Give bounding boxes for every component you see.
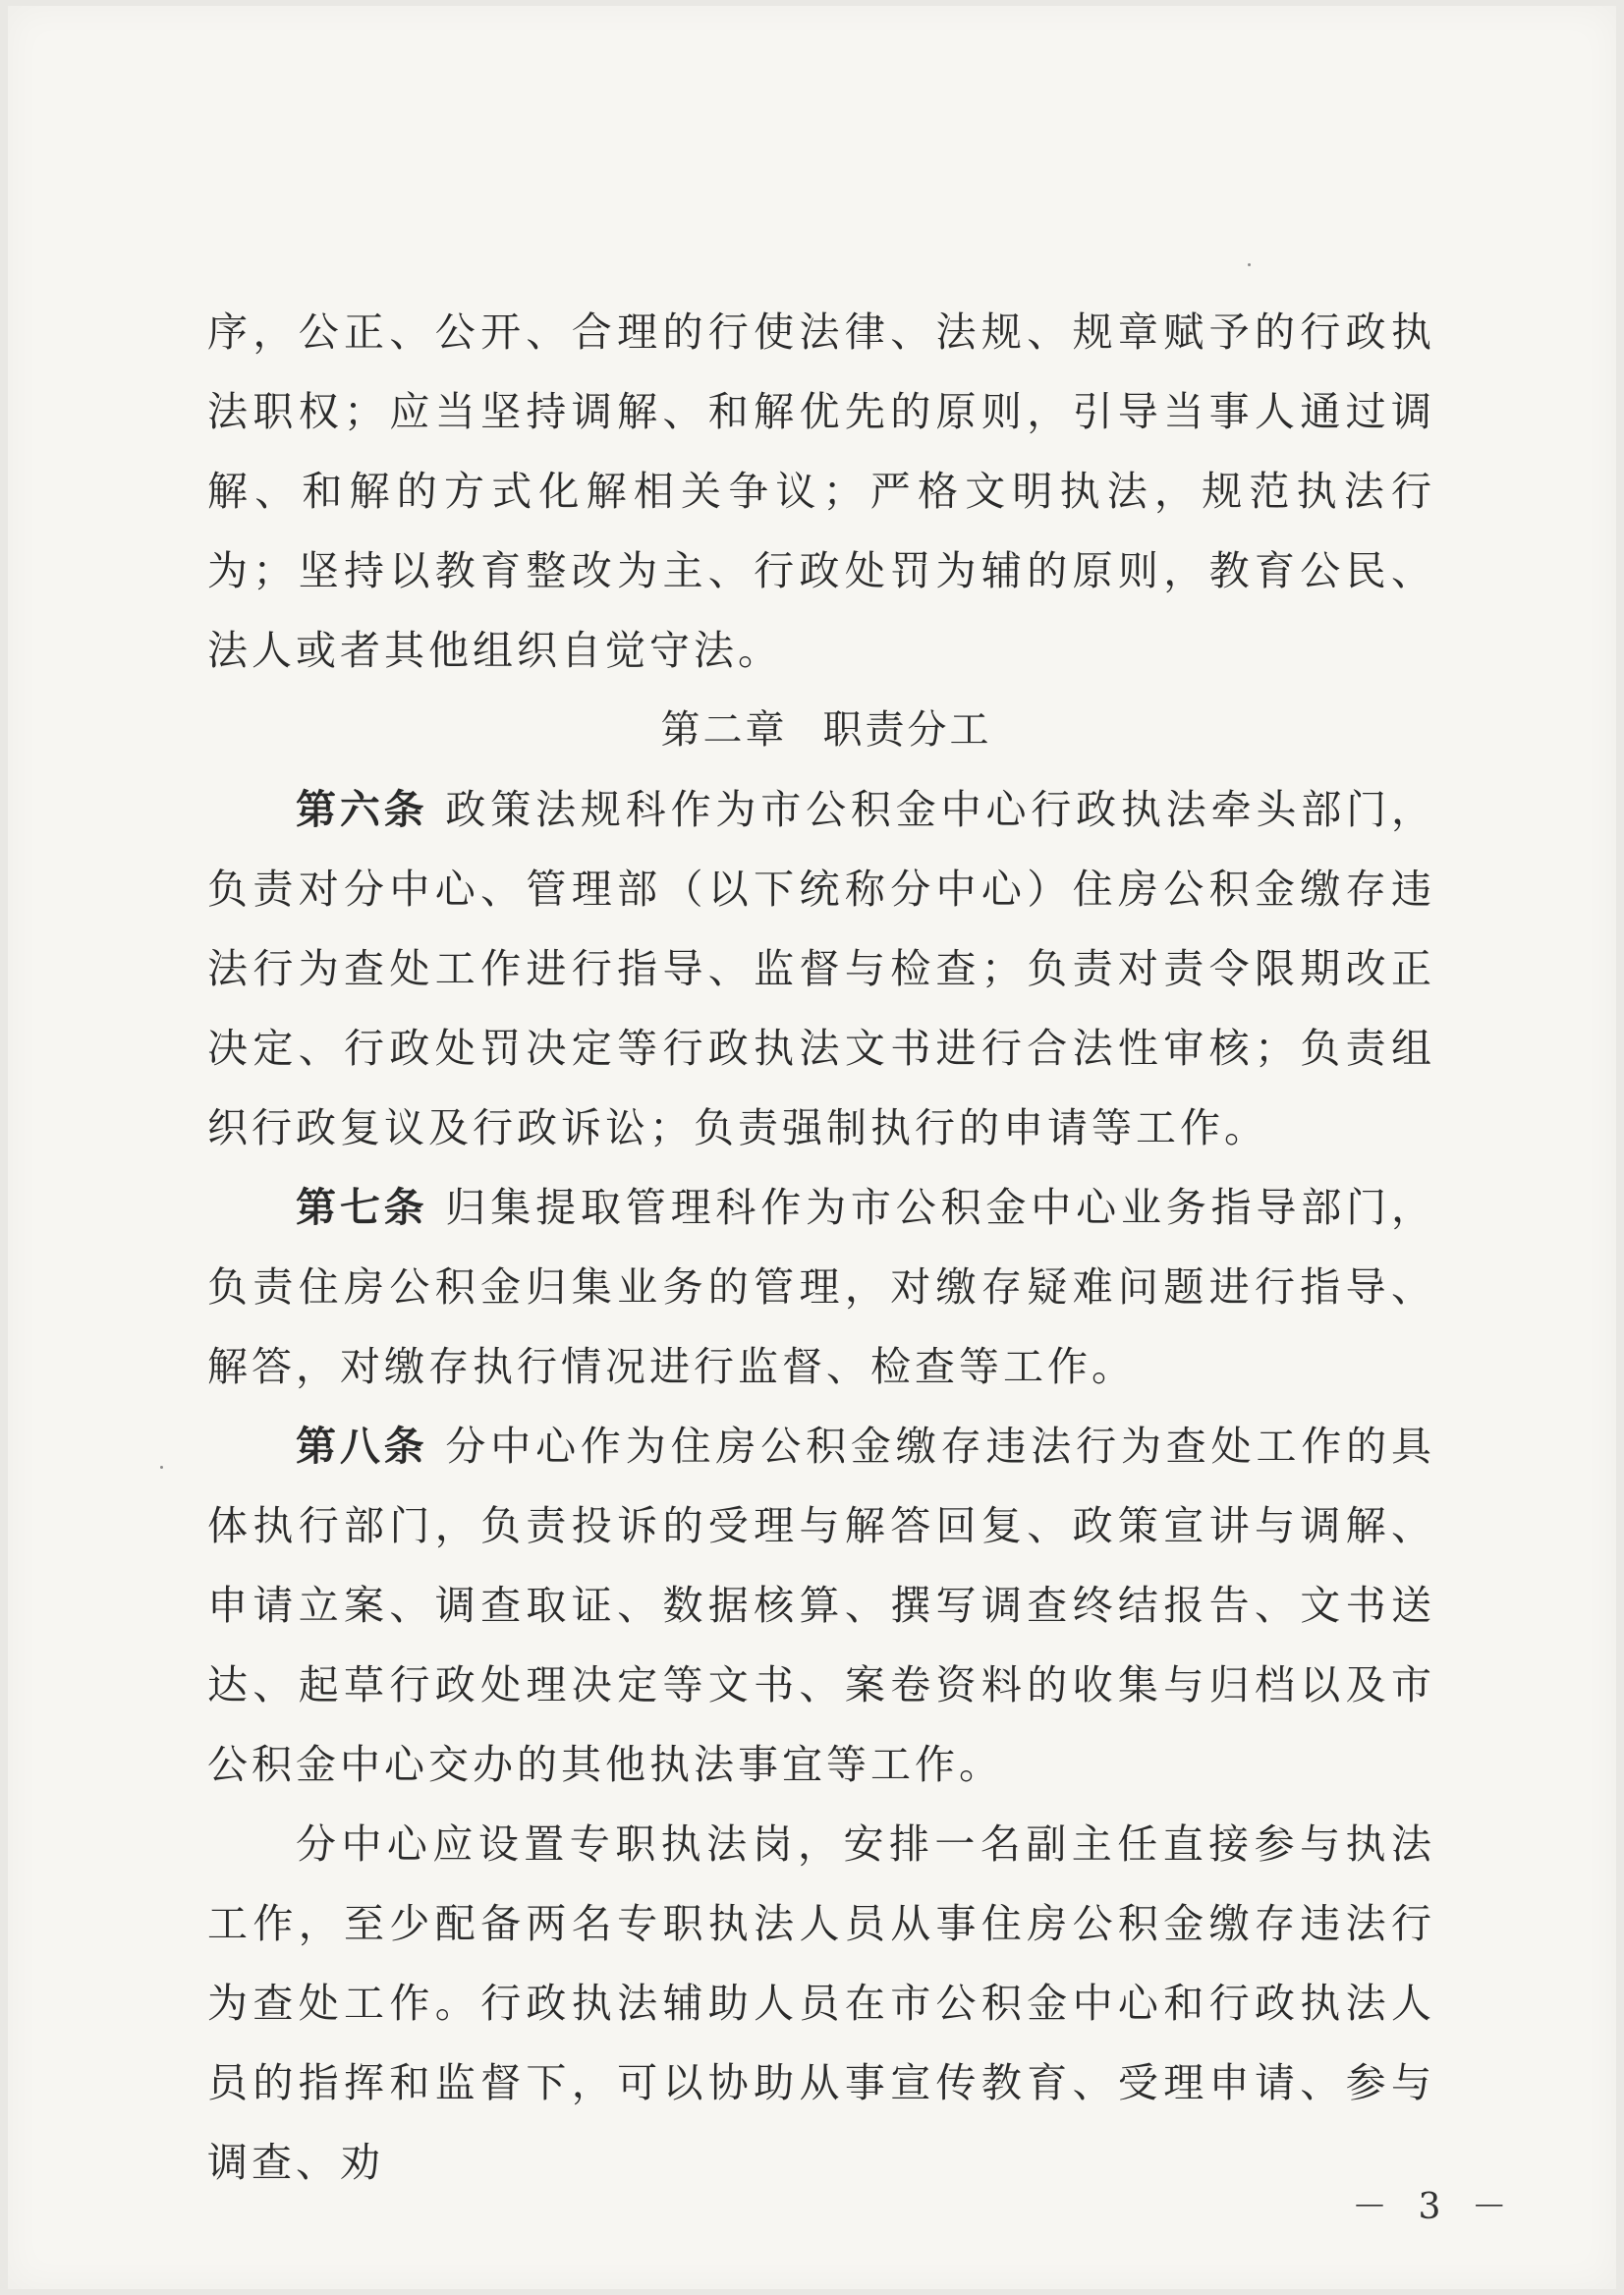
scan-speck [1248,263,1251,266]
document-body [207,293,1435,2203]
article-label: 第八条 [296,1423,428,1470]
paragraph-staffing: 分中心应设置专职执法岗，安排一名副主任直接参与执法工作，至少配备两名专职执法人员从事住房公积金缴存违法行为查处工作。行政执法辅助人员在市公积金中心和行政执法人员的指挥和监督下，可以协助从事宣传教育、受理申请、参与调查、劝 [207,1820,1435,2186]
article-label: 第六条 [296,786,428,833]
article-label: 第七条 [296,1184,428,1231]
chapter-title: 职责分工 [822,707,992,753]
article-6 [207,770,1435,1168]
chapter-number: 第二章 [660,707,788,753]
chapter-heading [207,691,1435,770]
article-text: 分中心作为住房公积金缴存违法行为查处工作的具体执行部门，负责投诉的受理与解答回复、政策宣讲与调解、申请立案、调查取证、数据核算、撰写调查终结报告、文书送达、起草行政处理决定等文书、案卷资料的收集与归档以及市公积金中心交办的其他执法事宜等工作。 [207,1423,1435,1788]
article-text: 政策法规科作为市公积金中心行政执法牵头部门，负责对分中心、管理部（以下统称分中心）住房公积金缴存违法行为查处工作进行指导、监督与检查；负责对责令限期改正决定、行政处罚决定等行政执法文书进行合法性审核；负责组织行政复议及行政诉讼；负责强制执行的申请等工作。 [207,786,1435,1151]
document-page [8,6,1616,2289]
article-text: 归集提取管理科作为市公积金中心业务指导部门，负责住房公积金归集业务的管理，对缴存疑难问题进行指导、解答，对缴存执行情况进行监督、检查等工作。 [207,1184,1435,1390]
article-7 [207,1168,1435,1407]
page-number: － 3 － [1352,2187,1517,2227]
scan-speck [160,1466,163,1469]
paragraph-continued: 序，公正、公开、合理的行使法律、法规、规章赋予的行政执法职权；应当坚持调解、和解优先的原则，引导当事人通过调解、和解的方式化解相关争议；严格文明执法，规范执法行为；坚持以教育整改为主、行政处罚为辅的原则，教育公民、法人或者其他组织自觉守法。 [207,308,1435,674]
article-8 [207,1407,1435,1805]
